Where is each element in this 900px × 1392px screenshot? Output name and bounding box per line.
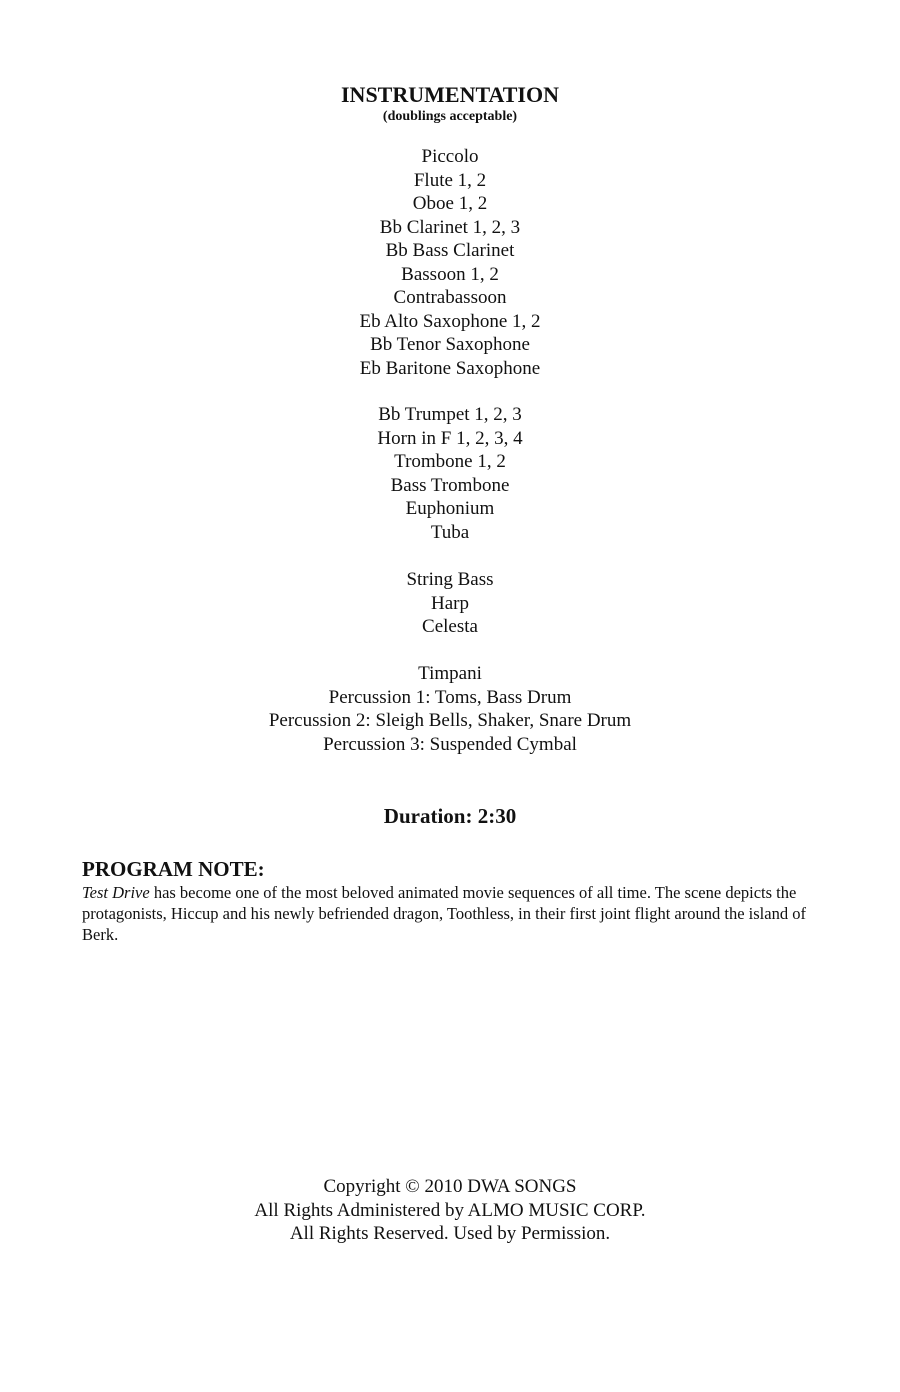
rights-administered-line: All Rights Administered by ALMO MUSIC CORP.	[254, 1199, 646, 1221]
instrument-item: Bass Trombone	[390, 474, 510, 496]
brass-list	[0, 403, 900, 544]
copyright-line: Copyright © 2010 DWA SONGS	[323, 1176, 577, 1197]
duration: Duration: 2:30	[383, 804, 517, 828]
instrument-item: Flute 1, 2	[413, 169, 487, 191]
instrument-item: Horn in F 1, 2, 3, 4	[377, 427, 523, 449]
instrument-item: Oboe 1, 2	[412, 193, 488, 214]
strings-keys-list	[0, 568, 900, 639]
instrument-item: Bb Bass Clarinet	[385, 240, 515, 261]
instrument-item: Trombone 1, 2	[394, 451, 506, 472]
woodwinds-list	[0, 145, 900, 380]
rights-reserved-line: All Rights Reserved. Used by Permission.	[289, 1223, 611, 1244]
program-note-body	[82, 882, 822, 945]
instrument-item: Celesta	[422, 616, 478, 637]
instrument-item: Percussion 3: Suspended Cymbal	[323, 733, 577, 755]
copyright-block	[0, 1175, 900, 1246]
instrument-item: Eb Baritone Saxophone	[359, 357, 541, 379]
instrumentation-title: INSTRUMENTATION	[341, 82, 559, 107]
instrument-item: Contrabassoon	[393, 287, 507, 308]
instrument-item: Timpani	[418, 663, 482, 684]
instrument-item: Percussion 2: Sleigh Bells, Shaker, Snare Drum	[268, 710, 632, 731]
instrument-item: Bb Clarinet 1, 2, 3	[379, 216, 521, 238]
instrument-item: Bb Trumpet 1, 2, 3	[378, 404, 522, 425]
program-note-title: PROGRAM NOTE:	[82, 857, 265, 881]
instrument-item: Piccolo	[421, 146, 479, 167]
program-note-italic-title: Test Drive	[82, 883, 150, 902]
instrument-item: Tuba	[430, 521, 470, 543]
instrument-item: Bassoon 1, 2	[401, 263, 499, 285]
instrument-item: Euphonium	[405, 498, 495, 519]
instrument-item: Bb Tenor Saxophone	[370, 334, 530, 355]
program-note-text: has become one of the most beloved animated movie sequences of all time. The scene depicts the protagonists, Hiccup and his newly befriended dragon, Toothless, in their first joint flight around the island of Berk.	[82, 883, 806, 944]
instrument-item: Harp	[431, 592, 469, 614]
instrument-item: Percussion 1: Toms, Bass Drum	[328, 686, 572, 708]
percussion-list	[0, 662, 900, 756]
instrumentation-subtitle: (doublings acceptable)	[382, 109, 518, 124]
instrument-item: Eb Alto Saxophone 1, 2	[359, 310, 541, 332]
instrument-item: String Bass	[406, 569, 494, 590]
